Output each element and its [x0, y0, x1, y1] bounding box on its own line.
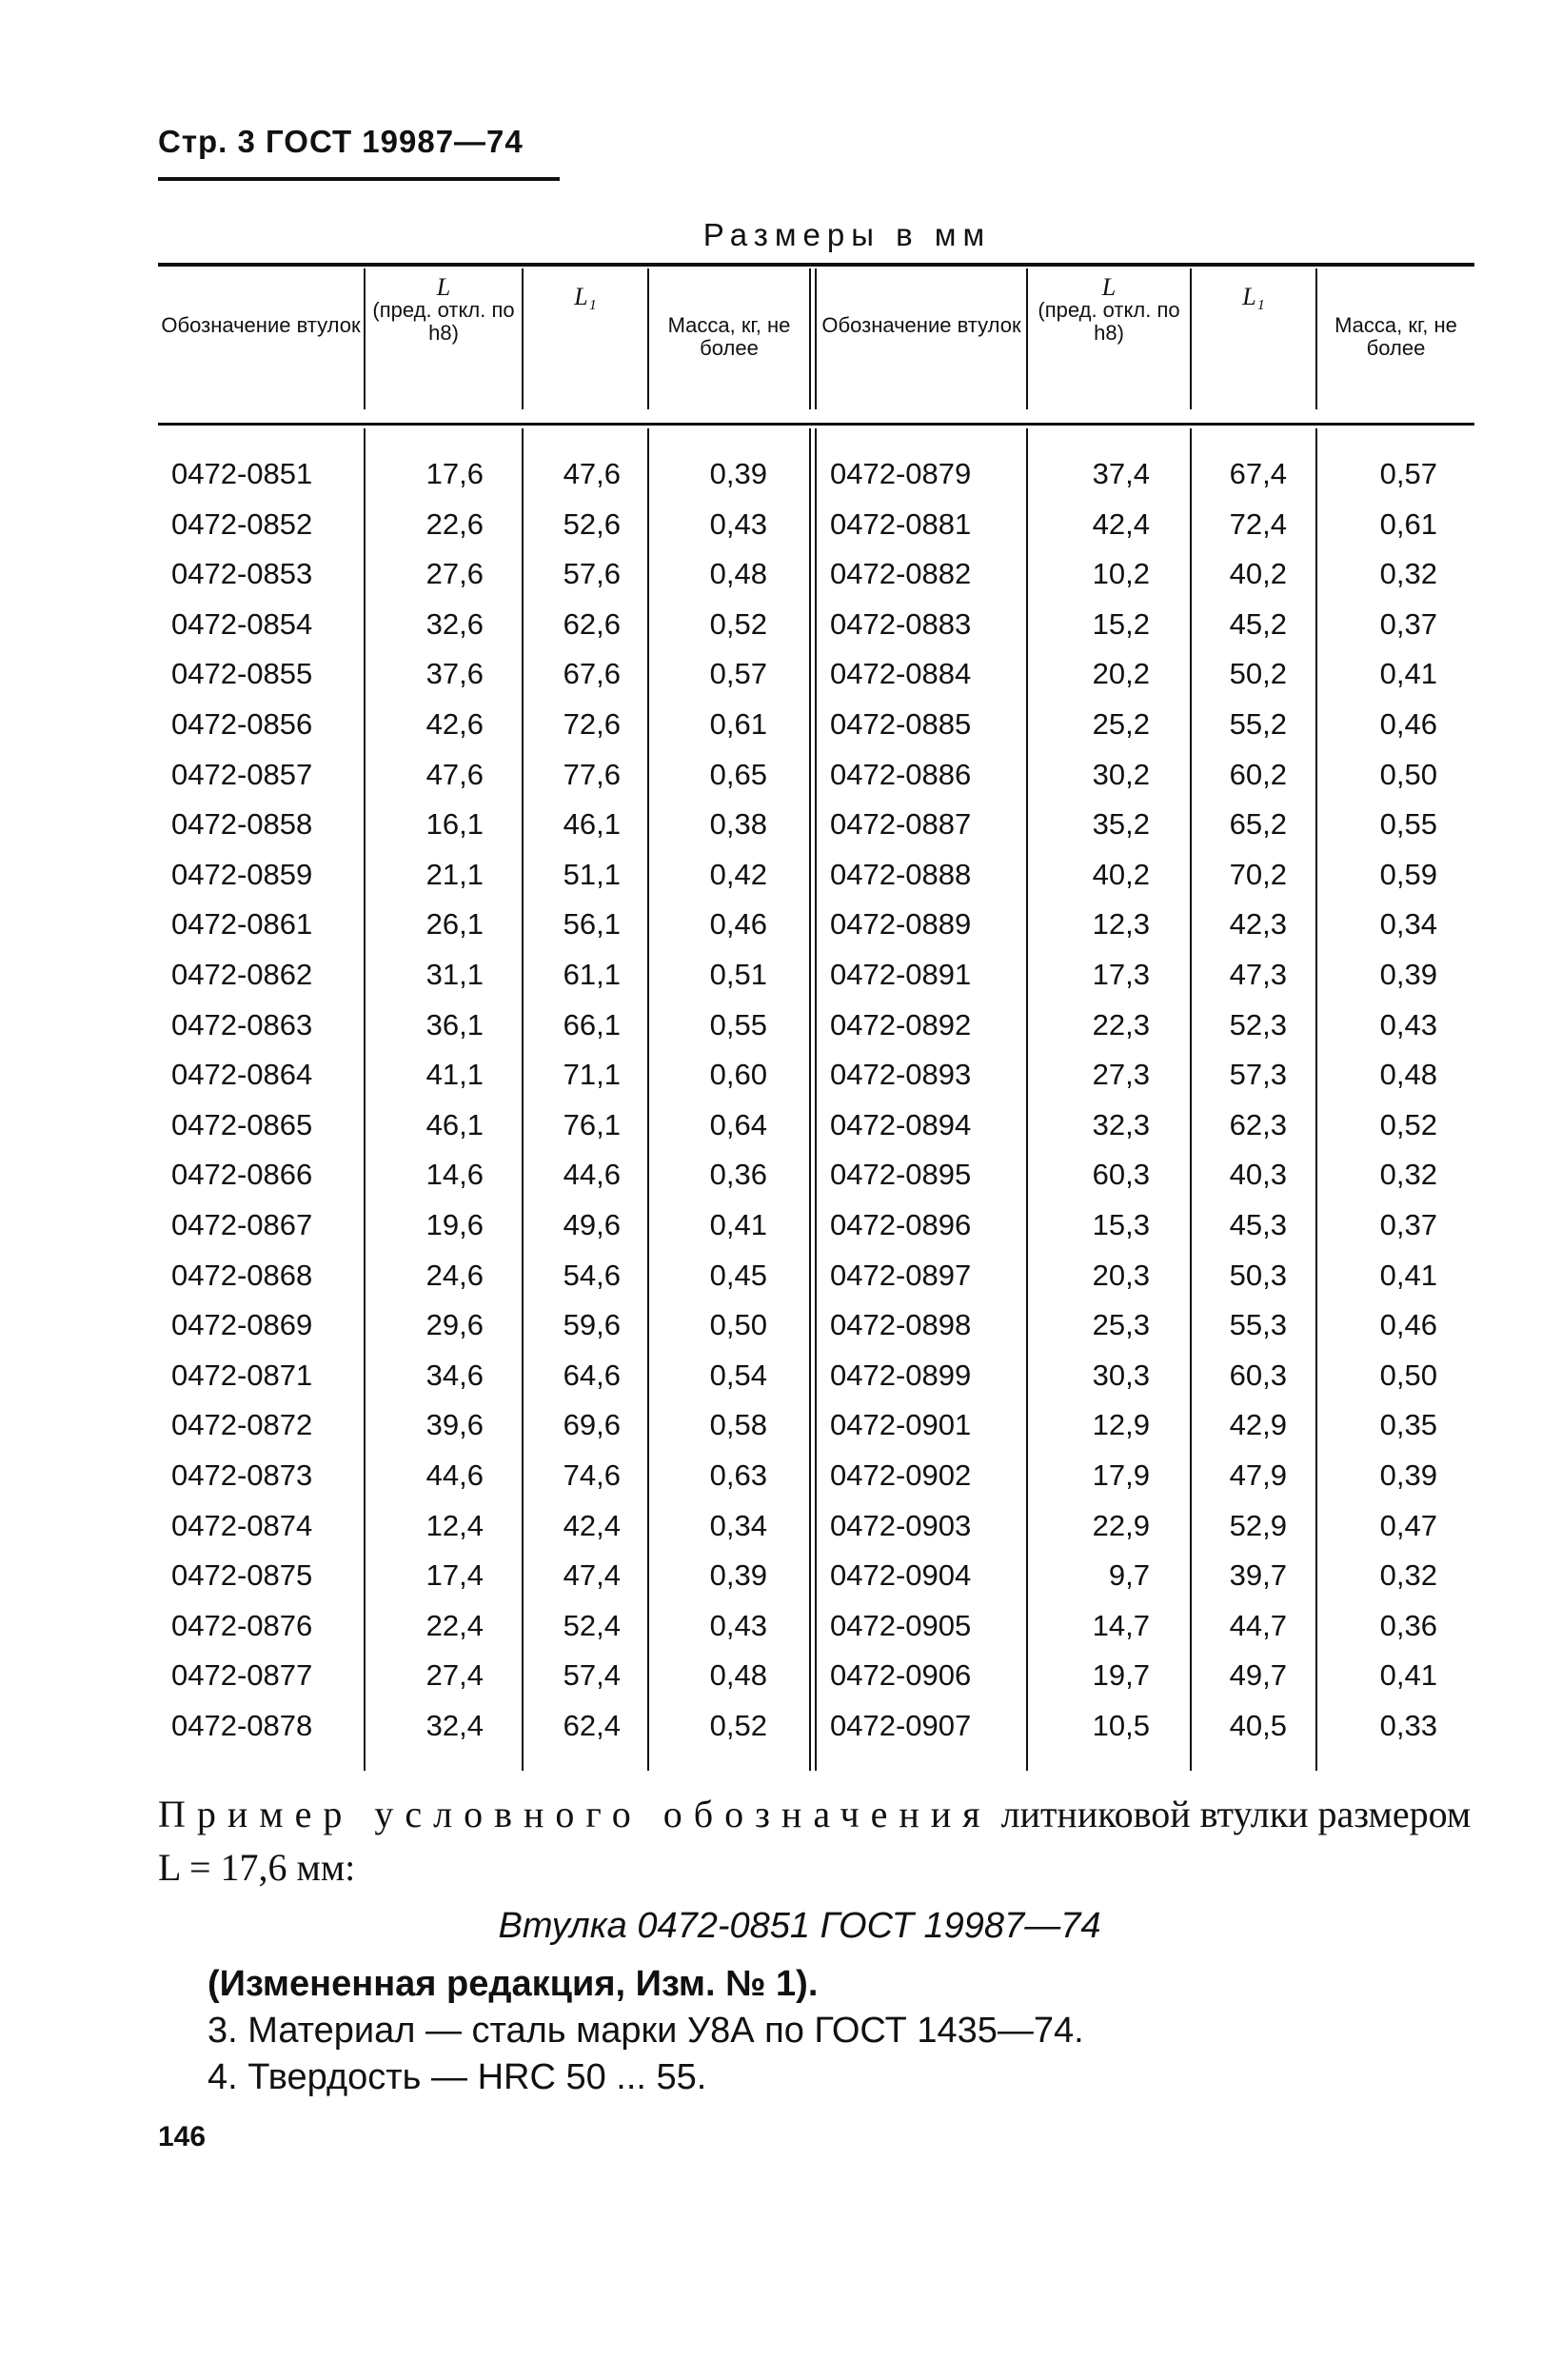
right-table-cell: 0,39	[1379, 1458, 1437, 1492]
left-table-cell: 0,58	[709, 1408, 767, 1442]
left-table-cell: 22,4	[425, 1608, 484, 1642]
left-table-cell: 0,50	[709, 1308, 767, 1342]
left-table-cell: 41,1	[425, 1058, 484, 1092]
left-table-cell: 0472-0863	[171, 1007, 313, 1041]
left-table-cell: 17,4	[425, 1558, 484, 1593]
left-table-cell: 64,6	[563, 1358, 621, 1392]
example-designation: Втулка 0472-0851 ГОСТ 19987—74	[498, 1906, 1101, 1946]
right-table-cell: 0,34	[1379, 907, 1437, 942]
right-table-cell: 52,9	[1229, 1508, 1287, 1542]
right-table-cell: 37,4	[1092, 457, 1150, 490]
right-table-cell: 10,2	[1092, 557, 1150, 591]
left-table-cell: 0,43	[709, 1608, 767, 1642]
right-table-cell: 45,2	[1229, 606, 1287, 641]
left-table-cell: 31,1	[425, 958, 484, 991]
right-table-cell: 70,2	[1229, 857, 1287, 891]
th-L1-symbol: L₁	[574, 283, 597, 310]
right-table-cell: 0,41	[1379, 1258, 1437, 1292]
right-table-cell: 35,2	[1092, 807, 1150, 842]
example-lead: Пример условного обозначения	[158, 1793, 992, 1835]
right-table-cell: 12,3	[1092, 907, 1150, 942]
left-table-cell: 0,45	[709, 1258, 767, 1292]
left-table-cell: 0,39	[709, 457, 767, 490]
right-table-cell: 0472-0901	[830, 1408, 972, 1442]
th-L-symbol: L	[1101, 273, 1117, 301]
right-table-cell: 15,2	[1092, 606, 1150, 641]
left-table-cell: 0472-0865	[171, 1107, 313, 1141]
left-table-cell: 32,4	[425, 1709, 484, 1742]
right-table-cell: 14,7	[1092, 1608, 1150, 1642]
right-table-cell: 45,3	[1229, 1208, 1287, 1241]
th-L-symbol: L	[436, 273, 451, 301]
left-table-cell: 0472-0859	[171, 857, 313, 891]
right-table-cell: 15,3	[1092, 1208, 1150, 1241]
left-table-cell: 0,54	[709, 1358, 767, 1392]
right-table-cell: 42,3	[1229, 907, 1287, 942]
left-table-cell: 61,1	[563, 958, 621, 991]
right-table-cell: 0472-0904	[830, 1558, 972, 1593]
right-table-cell: 0,61	[1379, 506, 1437, 541]
right-table-cell: 0472-0903	[830, 1508, 972, 1542]
right-table-cell: 0472-0896	[830, 1208, 972, 1241]
header-underline	[158, 177, 560, 181]
left-table-cell: 0472-0869	[171, 1308, 313, 1342]
th-mass: Масса, кг, не более	[667, 313, 791, 360]
left-table-cell: 14,6	[425, 1158, 484, 1192]
right-table-cell: 0472-0905	[830, 1608, 972, 1642]
left-table-cell: 36,1	[425, 1007, 484, 1041]
right-table-cell: 57,3	[1229, 1058, 1287, 1092]
left-table-cell: 0472-0871	[171, 1358, 313, 1392]
left-table-cell: 0472-0872	[171, 1408, 313, 1442]
left-table-cell: 44,6	[425, 1458, 484, 1492]
left-table-cell: 62,4	[563, 1709, 621, 1742]
right-table-cell: 60,3	[1229, 1358, 1287, 1392]
left-table-cell: 47,4	[563, 1558, 621, 1593]
left-table-cell: 17,6	[425, 457, 484, 490]
left-table-cell: 27,4	[425, 1658, 484, 1693]
right-table-cell: 0472-0899	[830, 1358, 972, 1392]
right-table-cell: 0472-0906	[830, 1658, 972, 1693]
th-L1	[524, 283, 647, 310]
left-table-cell: 0472-0868	[171, 1258, 313, 1292]
left-table-cell: 66,1	[563, 1007, 621, 1041]
material-note: 3. Материал — сталь марки У8А по ГОСТ 1435—74.	[208, 2011, 1084, 2051]
left-table-cell: 0472-0857	[171, 757, 313, 791]
left-table-cell: 0472-0876	[171, 1608, 313, 1642]
right-table-cell: 0,50	[1379, 1358, 1437, 1392]
right-table-cell: 50,2	[1229, 657, 1287, 691]
left-table-cell: 56,1	[563, 907, 621, 942]
left-table-cell: 0,34	[709, 1508, 767, 1542]
right-table-cell: 40,5	[1229, 1709, 1287, 1742]
left-table-cell: 0,51	[709, 958, 767, 991]
revision-note: (Измененная редакция, Изм. № 1).	[208, 1964, 819, 2004]
right-table-cell: 40,2	[1229, 557, 1287, 591]
left-table-cell: 0,52	[709, 606, 767, 641]
right-table-cell: 0472-0892	[830, 1007, 972, 1041]
left-table-cell: 0472-0855	[171, 657, 313, 691]
right-table-cell: 72,4	[1229, 506, 1287, 541]
left-table-cell: 47,6	[563, 457, 621, 490]
th-L	[1028, 273, 1190, 345]
th-L-note: (пред. откл. по h8)	[372, 298, 515, 345]
left-table-cell: 21,1	[425, 857, 484, 891]
right-table-cell: 0472-0897	[830, 1258, 972, 1292]
right-table-cell: 17,9	[1092, 1458, 1150, 1492]
right-table-cell: 9,7	[1108, 1558, 1150, 1593]
left-table-cell: 47,6	[425, 757, 484, 791]
right-table-cell: 0,33	[1379, 1709, 1437, 1742]
right-table-cell: 0472-0891	[830, 958, 972, 991]
col-divider	[809, 268, 811, 409]
right-table-cell: 0472-0895	[830, 1158, 972, 1192]
left-table-cell: 0,64	[709, 1107, 767, 1141]
page-number: 146	[158, 2121, 207, 2152]
right-table-cell: 20,2	[1092, 657, 1150, 691]
left-table-cell: 39,6	[425, 1408, 484, 1442]
th-L	[366, 273, 522, 345]
right-table-cell: 0,35	[1379, 1408, 1437, 1442]
right-table-cell: 0,37	[1379, 1208, 1437, 1241]
left-table-cell: 0,46	[709, 907, 767, 942]
left-table-cell: 0472-0854	[171, 606, 313, 641]
left-table-cell: 62,6	[563, 606, 621, 641]
right-table-cell: 12,9	[1092, 1408, 1150, 1442]
left-table-cell: 0,39	[709, 1558, 767, 1593]
right-table-cell: 55,3	[1229, 1308, 1287, 1342]
left-table-cell: 49,6	[563, 1208, 621, 1241]
right-table-cell: 0,50	[1379, 757, 1437, 791]
left-table-cell: 51,1	[563, 857, 621, 891]
left-table-cell: 0,65	[709, 757, 767, 791]
left-table-cell: 0472-0867	[171, 1208, 313, 1241]
left-table-cell: 0472-0852	[171, 506, 313, 541]
left-table-cell: 0,48	[709, 557, 767, 591]
th-L1-symbol: L₁	[1242, 283, 1265, 310]
left-table-cell: 0,63	[709, 1458, 767, 1492]
right-table-cell: 62,3	[1229, 1107, 1287, 1141]
left-table-cell: 0,52	[709, 1709, 767, 1742]
left-table-cell: 0472-0877	[171, 1658, 313, 1693]
left-table-cell: 37,6	[425, 657, 484, 691]
right-table-cell: 0,32	[1379, 557, 1437, 591]
left-table-cell: 0,38	[709, 807, 767, 842]
hardness-note: 4. Твердость — HRC 50 ... 55.	[208, 2057, 707, 2097]
left-table-cell: 0,60	[709, 1058, 767, 1092]
right-table-cell: 0,41	[1379, 1658, 1437, 1693]
col-divider	[815, 268, 817, 409]
left-table-cell: 34,6	[425, 1358, 484, 1392]
left-table-cell: 74,6	[563, 1458, 621, 1492]
right-table-cell: 30,3	[1092, 1358, 1150, 1392]
table-top-rule	[158, 263, 1474, 267]
right-table-cell: 22,3	[1092, 1007, 1150, 1041]
left-table-cell: 16,1	[425, 807, 484, 842]
right-table-cell: 60,2	[1229, 757, 1287, 791]
left-table-cell: 72,6	[563, 707, 621, 741]
right-table-cell: 30,2	[1092, 757, 1150, 791]
right-table-cell: 0,32	[1379, 1158, 1437, 1192]
left-table-cell: 0,57	[709, 657, 767, 691]
left-table-cell: 77,6	[563, 757, 621, 791]
right-table-cell: 25,3	[1092, 1308, 1150, 1342]
th-designation: Обозначение втулок	[161, 313, 361, 337]
right-table-cell: 67,4	[1229, 457, 1287, 490]
left-table-cell: 0,36	[709, 1158, 767, 1192]
left-table-cell: 0472-0851	[171, 457, 313, 490]
right-table-cell: 0,46	[1379, 707, 1437, 741]
right-table-cell: 0,59	[1379, 857, 1437, 891]
left-table-cell: 57,6	[563, 557, 621, 591]
table-header-rule	[158, 423, 1474, 426]
right-table-cell: 19,7	[1092, 1658, 1150, 1693]
right-table-cell: 42,4	[1092, 506, 1150, 541]
example-paragraph	[158, 1788, 1474, 1894]
left-table-cell: 0472-0861	[171, 907, 313, 942]
right-table-cell: 22,9	[1092, 1508, 1150, 1542]
example-rest: литниковой втулки размером L = 17,6 мм:	[158, 1793, 1472, 1889]
right-table-cell: 50,3	[1229, 1258, 1287, 1292]
left-table-cell: 22,6	[425, 506, 484, 541]
right-table-cell: 0472-0883	[830, 606, 972, 641]
right-table-cell: 0,32	[1379, 1558, 1437, 1593]
right-table-cell: 0472-0884	[830, 657, 972, 691]
left-table-cell: 26,1	[425, 907, 484, 942]
right-table-cell: 0,41	[1379, 657, 1437, 691]
right-table-cell: 40,2	[1092, 857, 1150, 891]
right-table-cell: 47,3	[1229, 958, 1287, 991]
right-table-cell: 17,3	[1092, 958, 1150, 991]
right-table-cell: 32,3	[1092, 1107, 1150, 1141]
left-table-cell: 27,6	[425, 557, 484, 591]
right-table-cell: 0472-0898	[830, 1308, 972, 1342]
right-table-cell: 40,3	[1229, 1158, 1287, 1192]
left-table-cell: 57,4	[563, 1658, 621, 1693]
dimensions-caption: Размеры в мм	[702, 217, 992, 252]
left-table-cell: 42,4	[563, 1508, 621, 1542]
left-table-cell: 46,1	[425, 1107, 484, 1141]
right-table-cell: 0472-0902	[830, 1458, 972, 1492]
right-table-cell: 0472-0893	[830, 1058, 972, 1092]
right-table-cell: 0,43	[1379, 1007, 1437, 1041]
right-table-cell: 60,3	[1092, 1158, 1150, 1192]
left-table-cell: 12,4	[425, 1508, 484, 1542]
right-table-cell: 0472-0887	[830, 807, 972, 842]
left-table-cell: 71,1	[563, 1058, 621, 1092]
left-table-cell: 0,61	[709, 707, 767, 741]
right-table-cell: 0472-0882	[830, 557, 972, 591]
left-table-cell: 0472-0864	[171, 1058, 313, 1092]
th-L-note: (пред. откл. по h8)	[1038, 298, 1180, 345]
right-table-cell: 0472-0888	[830, 857, 972, 891]
left-table-cell: 32,6	[425, 606, 484, 641]
left-table-cell: 0,41	[709, 1208, 767, 1241]
right-table-cell: 0,36	[1379, 1608, 1437, 1642]
right-table-cell: 52,3	[1229, 1007, 1287, 1041]
right-table-cell: 0,46	[1379, 1308, 1437, 1342]
th-mass: Масса, кг, не более	[1334, 313, 1457, 360]
right-table-cell: 49,7	[1229, 1658, 1287, 1693]
left-table-cell: 0472-0853	[171, 557, 313, 591]
left-table-cell: 0472-0874	[171, 1508, 313, 1542]
right-table-cell: 0,55	[1379, 807, 1437, 842]
left-table-cell: 19,6	[425, 1208, 484, 1241]
left-table-cell: 0472-0866	[171, 1158, 313, 1192]
left-table-cell: 29,6	[425, 1308, 484, 1342]
right-table-cell: 0472-0907	[830, 1709, 972, 1742]
left-table-cell: 76,1	[563, 1107, 621, 1141]
th-designation: Обозначение втулок	[821, 313, 1021, 337]
page-header: Стр. 3 ГОСТ 19987—74	[158, 124, 524, 159]
right-table-cell: 0,52	[1379, 1107, 1437, 1141]
left-table-cell: 59,6	[563, 1308, 621, 1342]
left-table-cell: 0472-0875	[171, 1558, 313, 1593]
left-table-cell: 0472-0873	[171, 1458, 313, 1492]
left-table-cell: 0,43	[709, 506, 767, 541]
left-table-cell: 54,6	[563, 1258, 621, 1292]
left-table-cell: 67,6	[563, 657, 621, 691]
right-table-cell: 47,9	[1229, 1458, 1287, 1492]
right-table-cell: 0472-0886	[830, 757, 972, 791]
right-table-cell: 0,39	[1379, 958, 1437, 991]
right-table-cell: 0472-0889	[830, 907, 972, 942]
left-table-cell: 42,6	[425, 707, 484, 741]
right-table-cell: 55,2	[1229, 707, 1287, 741]
left-table-cell: 52,6	[563, 506, 621, 541]
left-table-cell: 24,6	[425, 1258, 484, 1292]
right-table-cell: 65,2	[1229, 807, 1287, 842]
left-table-cell: 0472-0856	[171, 707, 313, 741]
left-table-cell: 0472-0878	[171, 1709, 313, 1742]
left-table-cell: 0,48	[709, 1658, 767, 1693]
right-table-cell: 20,3	[1092, 1258, 1150, 1292]
left-table-cell: 0472-0862	[171, 958, 313, 991]
right-table-cell: 25,2	[1092, 707, 1150, 741]
th-L1	[1192, 283, 1315, 310]
left-table-cell: 69,6	[563, 1408, 621, 1442]
col-divider	[815, 428, 817, 1771]
left-table-cell: 0,55	[709, 1007, 767, 1041]
right-table-cell: 42,9	[1229, 1408, 1287, 1442]
right-table-cell: 0472-0881	[830, 506, 972, 541]
right-table-cell: 0472-0894	[830, 1107, 972, 1141]
right-table-cell: 0472-0885	[830, 707, 972, 741]
right-table-cell: 0,47	[1379, 1508, 1437, 1542]
left-table-cell: 44,6	[563, 1158, 621, 1192]
right-table-cell: 27,3	[1092, 1058, 1150, 1092]
right-table-cell: 10,5	[1092, 1709, 1150, 1742]
right-table-cell: 0472-0879	[830, 457, 972, 490]
left-table-cell: 52,4	[563, 1608, 621, 1642]
left-table-cell: 46,1	[563, 807, 621, 842]
right-table-cell: 39,7	[1229, 1558, 1287, 1593]
right-table-cell: 0,37	[1379, 606, 1437, 641]
right-table-cell: 44,7	[1229, 1608, 1287, 1642]
right-table-cell: 0,57	[1379, 457, 1437, 490]
col-divider	[809, 428, 811, 1771]
left-table-cell: 0,42	[709, 857, 767, 891]
right-table-cell: 0,48	[1379, 1058, 1437, 1092]
left-table-cell: 0472-0858	[171, 807, 313, 842]
